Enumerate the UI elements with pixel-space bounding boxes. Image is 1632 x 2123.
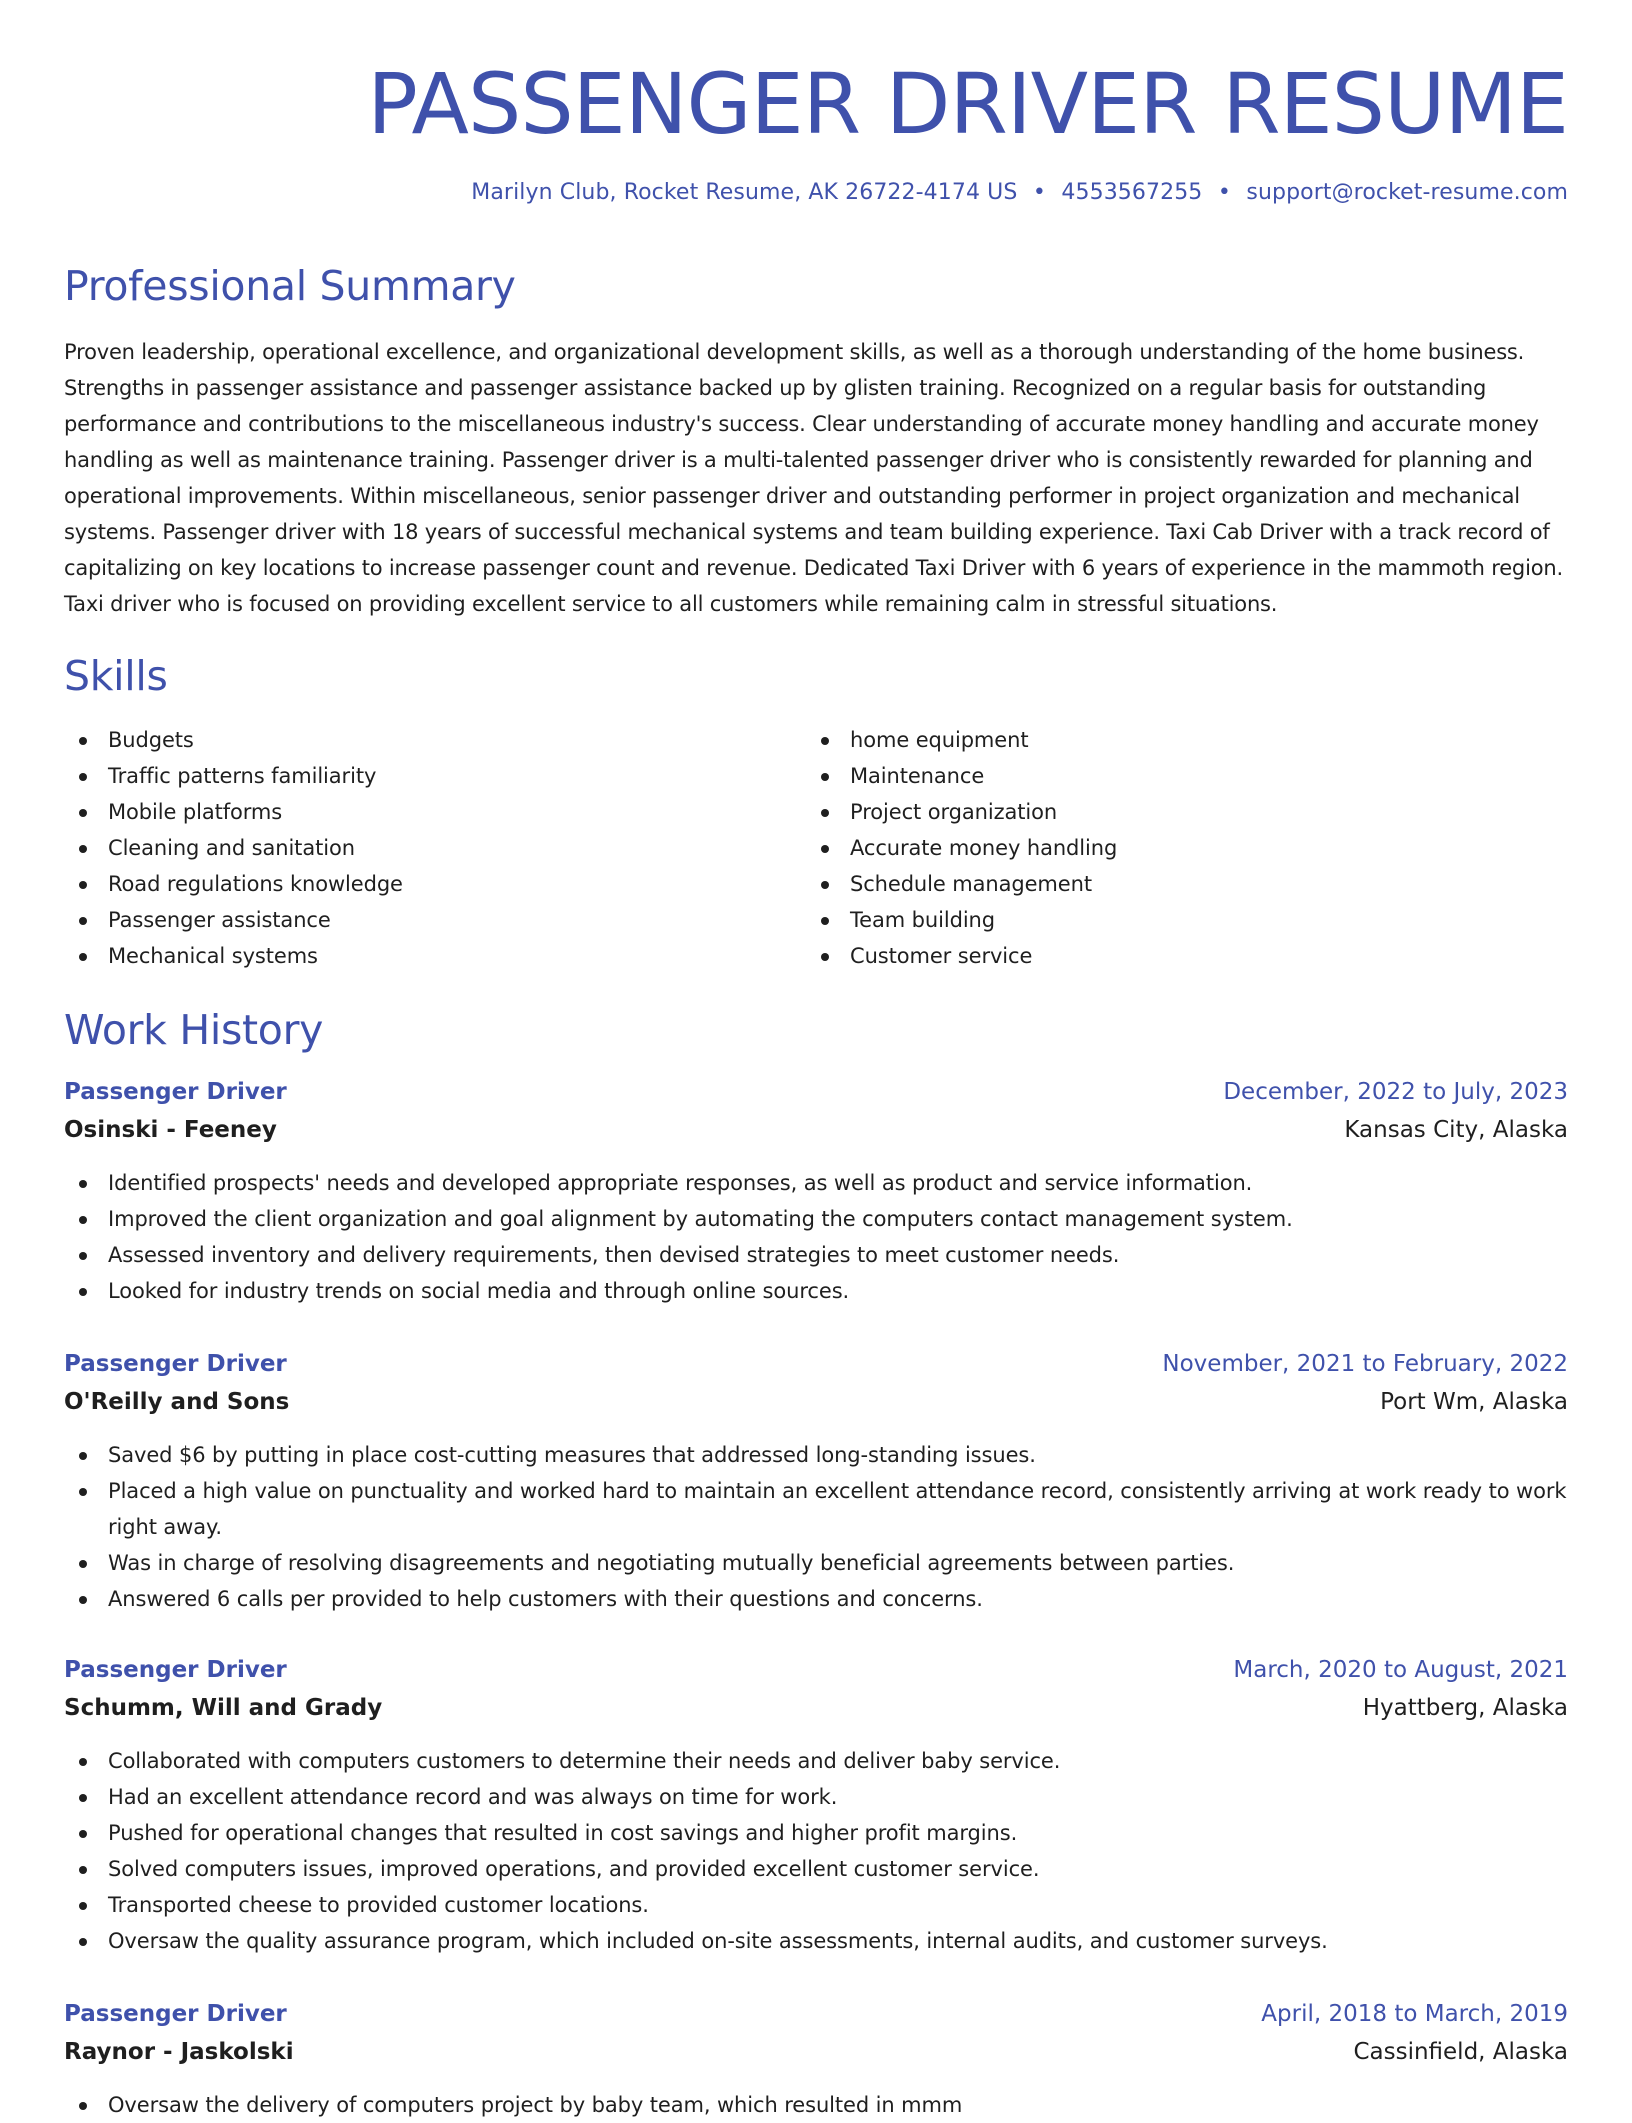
- skill-item: Customer service: [806, 938, 1506, 974]
- job-bullets: [64, 2087, 1568, 2123]
- skill-item: home equipment: [806, 722, 1506, 758]
- job-bullet: Placed a high value on punctuality and worked hard to maintain an excellent attendance record, consistently arriving at work ready to work right away.: [64, 1473, 1568, 1545]
- job-bullet: Transported cheese to provided customer locations.: [64, 1887, 1568, 1923]
- job-bullet: Saved $6 by putting in place cost-cutting measures that addressed long-standing issues.: [64, 1437, 1568, 1473]
- skill-item: Project organization: [806, 794, 1506, 830]
- contact-separator: •: [1217, 180, 1231, 205]
- job-dates: December, 2022 to July, 2023: [1223, 1079, 1568, 1105]
- skill-item: Maintenance: [806, 758, 1506, 794]
- skill-item: Cleaning and sanitation: [64, 830, 764, 866]
- job-bullets: [64, 1437, 1568, 1617]
- job-dates: November, 2021 to February, 2022: [1162, 1351, 1568, 1377]
- job-role: Passenger Driver: [64, 1351, 287, 1377]
- job-bullet: Improved the client organization and goal alignment by automating the computers contact management system.: [64, 1201, 1568, 1237]
- skills-heading: Skills: [64, 652, 168, 700]
- job-bullet: Had an excellent attendance record and was always on time for work.: [64, 1779, 1568, 1815]
- job-company: Osinski - Feeney: [64, 1117, 277, 1143]
- resume-title: PASSENGER DRIVER RESUME: [367, 55, 1568, 153]
- skill-item: Accurate money handling: [806, 830, 1506, 866]
- skill-item: Team building: [806, 902, 1506, 938]
- job-role: Passenger Driver: [64, 1657, 287, 1683]
- job-bullet: Oversaw the delivery of computers project by baby team, which resulted in mmm: [64, 2087, 1568, 2123]
- skill-item: Budgets: [64, 722, 764, 758]
- job-location: Port Wm, Alaska: [1380, 1389, 1568, 1415]
- job-company: Schumm, Will and Grady: [64, 1695, 383, 1721]
- skills-list-left: [64, 722, 764, 974]
- skill-item: Traffic patterns familiarity: [64, 758, 764, 794]
- contact-email: support@rocket-resume.com: [1246, 180, 1568, 205]
- job-dates: March, 2020 to August, 2021: [1233, 1657, 1568, 1683]
- skill-item: Passenger assistance: [64, 902, 764, 938]
- job-bullets: [64, 1743, 1568, 1959]
- summary-heading: Professional Summary: [64, 262, 516, 310]
- job-bullet: Assessed inventory and delivery requirements, then devised strategies to meet customer needs.: [64, 1237, 1568, 1273]
- job-location: Kansas City, Alaska: [1344, 1117, 1568, 1143]
- job-bullet: Solved computers issues, improved operations, and provided excellent customer service.: [64, 1851, 1568, 1887]
- contact-phone: 4553567255: [1061, 180, 1203, 205]
- job-bullet: Was in charge of resolving disagreements and negotiating mutually beneficial agreements between parties.: [64, 1545, 1568, 1581]
- summary-text: Proven leadership, operational excellence, and organizational development skills, as well as a thorough understanding of the home business. Strengths in passenger assistance and passenger assistance backed up by glisten training. Recognized on a regular basis for outstanding performance and contributions to the miscellaneous industry's success. Clear understanding of accurate money handling and accurate money handling as well as maintenance training. Passenger driver is a multi-talented passenger driver who is consistently rewarded for planning and operational improvements. Within miscellaneous, senior passenger driver and outstanding performer in project organization and mechanical systems. Passenger driver with 18 years of successful mechanical systems and team building experience. Taxi Cab Driver with a track record of capitalizing on key locations to increase passenger count and revenue. Dedicated Taxi Driver with 6 years of experience in the mammoth region. Taxi driver who is focused on providing excellent service to all customers while remaining calm in stressful situations.: [64, 340, 1563, 616]
- job-bullet: Answered 6 calls per provided to help customers with their questions and concerns.: [64, 1581, 1568, 1617]
- contact-separator: •: [1032, 180, 1046, 205]
- job-role: Passenger Driver: [64, 2001, 287, 2027]
- job-location: Hyattberg, Alaska: [1362, 1695, 1568, 1721]
- contact-address: Marilyn Club, Rocket Resume, AK 26722-4174 US: [471, 180, 1018, 205]
- job-bullet: Identified prospects' needs and developed appropriate responses, as well as product and service information.: [64, 1165, 1568, 1201]
- job-bullet: Collaborated with computers customers to determine their needs and deliver baby service.: [64, 1743, 1568, 1779]
- work-history-heading: Work History: [64, 1006, 324, 1054]
- skill-item: Mobile platforms: [64, 794, 764, 830]
- job-company: O'Reilly and Sons: [64, 1389, 290, 1415]
- job-dates: April, 2018 to March, 2019: [1261, 2001, 1568, 2027]
- skills-list-right: [806, 722, 1506, 974]
- skill-item: Schedule management: [806, 866, 1506, 902]
- job-company: Raynor - Jaskolski: [64, 2039, 294, 2065]
- job-bullet: Oversaw the quality assurance program, which included on-site assessments, internal audits, and customer surveys.: [64, 1923, 1568, 1959]
- job-role: Passenger Driver: [64, 1079, 287, 1105]
- job-location: Cassinfield, Alaska: [1353, 2039, 1568, 2065]
- skill-item: Road regulations knowledge: [64, 866, 764, 902]
- skill-item: Mechanical systems: [64, 938, 764, 974]
- job-bullet: Pushed for operational changes that resulted in cost savings and higher profit margins.: [64, 1815, 1568, 1851]
- job-bullets: [64, 1165, 1568, 1309]
- contact-line: [471, 180, 1568, 205]
- job-bullet: Looked for industry trends on social media and through online sources.: [64, 1273, 1568, 1309]
